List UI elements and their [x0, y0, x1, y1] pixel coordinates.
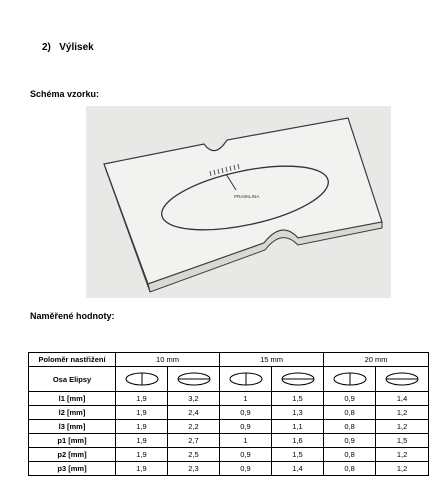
- table-cell: 1,5: [272, 448, 324, 462]
- measured-values-label: Naměřené hodnoty:: [30, 311, 115, 321]
- table-cell: 2,5: [168, 448, 220, 462]
- sample-photo: [86, 106, 391, 298]
- table-cell: 1,3: [272, 406, 324, 420]
- table-row: [29, 420, 429, 434]
- group-header-20mm: 20 mm: [324, 353, 429, 367]
- table-cell: 1,2: [376, 462, 429, 476]
- table-cell: 0,9: [220, 420, 272, 434]
- ellipse-vertical-axis-icon: [116, 367, 168, 392]
- table-row: [29, 462, 429, 476]
- cut-radius-header: Poloměr nastřižení: [29, 353, 116, 367]
- table-cell: 2,3: [168, 462, 220, 476]
- row-label: p1 [mm]: [29, 434, 116, 448]
- table-cell: 1,9: [116, 448, 168, 462]
- table-cell: 1,2: [376, 406, 429, 420]
- table-cell: 1,2: [376, 448, 429, 462]
- crack-annotation: PRASKLINA: [234, 194, 260, 199]
- table-cell: 1,9: [116, 406, 168, 420]
- table-cell: 1,5: [376, 434, 429, 448]
- table-row: [29, 406, 429, 420]
- row-label: l3 [mm]: [29, 420, 116, 434]
- ellipse-horizontal-axis-icon: [168, 367, 220, 392]
- ellipse-horizontal-axis-icon: [272, 367, 324, 392]
- table-cell: 0,8: [324, 406, 376, 420]
- table-cell: 2,2: [168, 420, 220, 434]
- table-cell: 3,2: [168, 392, 220, 406]
- table-cell: 2,4: [168, 406, 220, 420]
- table-row: [29, 392, 429, 406]
- row-label: l1 [mm]: [29, 392, 116, 406]
- table-cell: 0,8: [324, 462, 376, 476]
- table-cell: 2,7: [168, 434, 220, 448]
- table-cell: 1,9: [116, 392, 168, 406]
- table-cell: 0,9: [220, 406, 272, 420]
- ellipse-vertical-axis-icon: [220, 367, 272, 392]
- table-cell: 1: [220, 434, 272, 448]
- ellipse-axis-label: Osa Elipsy: [29, 367, 116, 392]
- table-cell: 1,1: [272, 420, 324, 434]
- row-label: l2 [mm]: [29, 406, 116, 420]
- table-cell: 0,9: [220, 448, 272, 462]
- section-heading: 2) Výlisek: [42, 42, 94, 53]
- row-label: p3 [mm]: [29, 462, 116, 476]
- table-cell: 1,9: [116, 420, 168, 434]
- measurement-table-wrap: [28, 352, 428, 476]
- table-row: [29, 448, 429, 462]
- table-cell: 1,4: [272, 462, 324, 476]
- table-cell: 1,9: [116, 434, 168, 448]
- table-cell: 1,2: [376, 420, 429, 434]
- table-row: [29, 434, 429, 448]
- table-cell: 1: [220, 392, 272, 406]
- measurement-table: [28, 352, 429, 476]
- table-cell: 0,9: [324, 434, 376, 448]
- table-cell: 0,8: [324, 420, 376, 434]
- table-cell: 1,9: [116, 462, 168, 476]
- ellipse-vertical-axis-icon: [324, 367, 376, 392]
- group-header-15mm: 15 mm: [220, 353, 324, 367]
- group-header-10mm: 10 mm: [116, 353, 220, 367]
- schema-label: Schéma vzorku:: [30, 89, 100, 99]
- table-cell: 0,9: [220, 462, 272, 476]
- row-label: p2 [mm]: [29, 448, 116, 462]
- table-cell: 0,9: [324, 392, 376, 406]
- ellipse-horizontal-axis-icon: [376, 367, 429, 392]
- table-cell: 1,5: [272, 392, 324, 406]
- table-cell: 1,4: [376, 392, 429, 406]
- table-cell: 0,8: [324, 448, 376, 462]
- table-cell: 1,6: [272, 434, 324, 448]
